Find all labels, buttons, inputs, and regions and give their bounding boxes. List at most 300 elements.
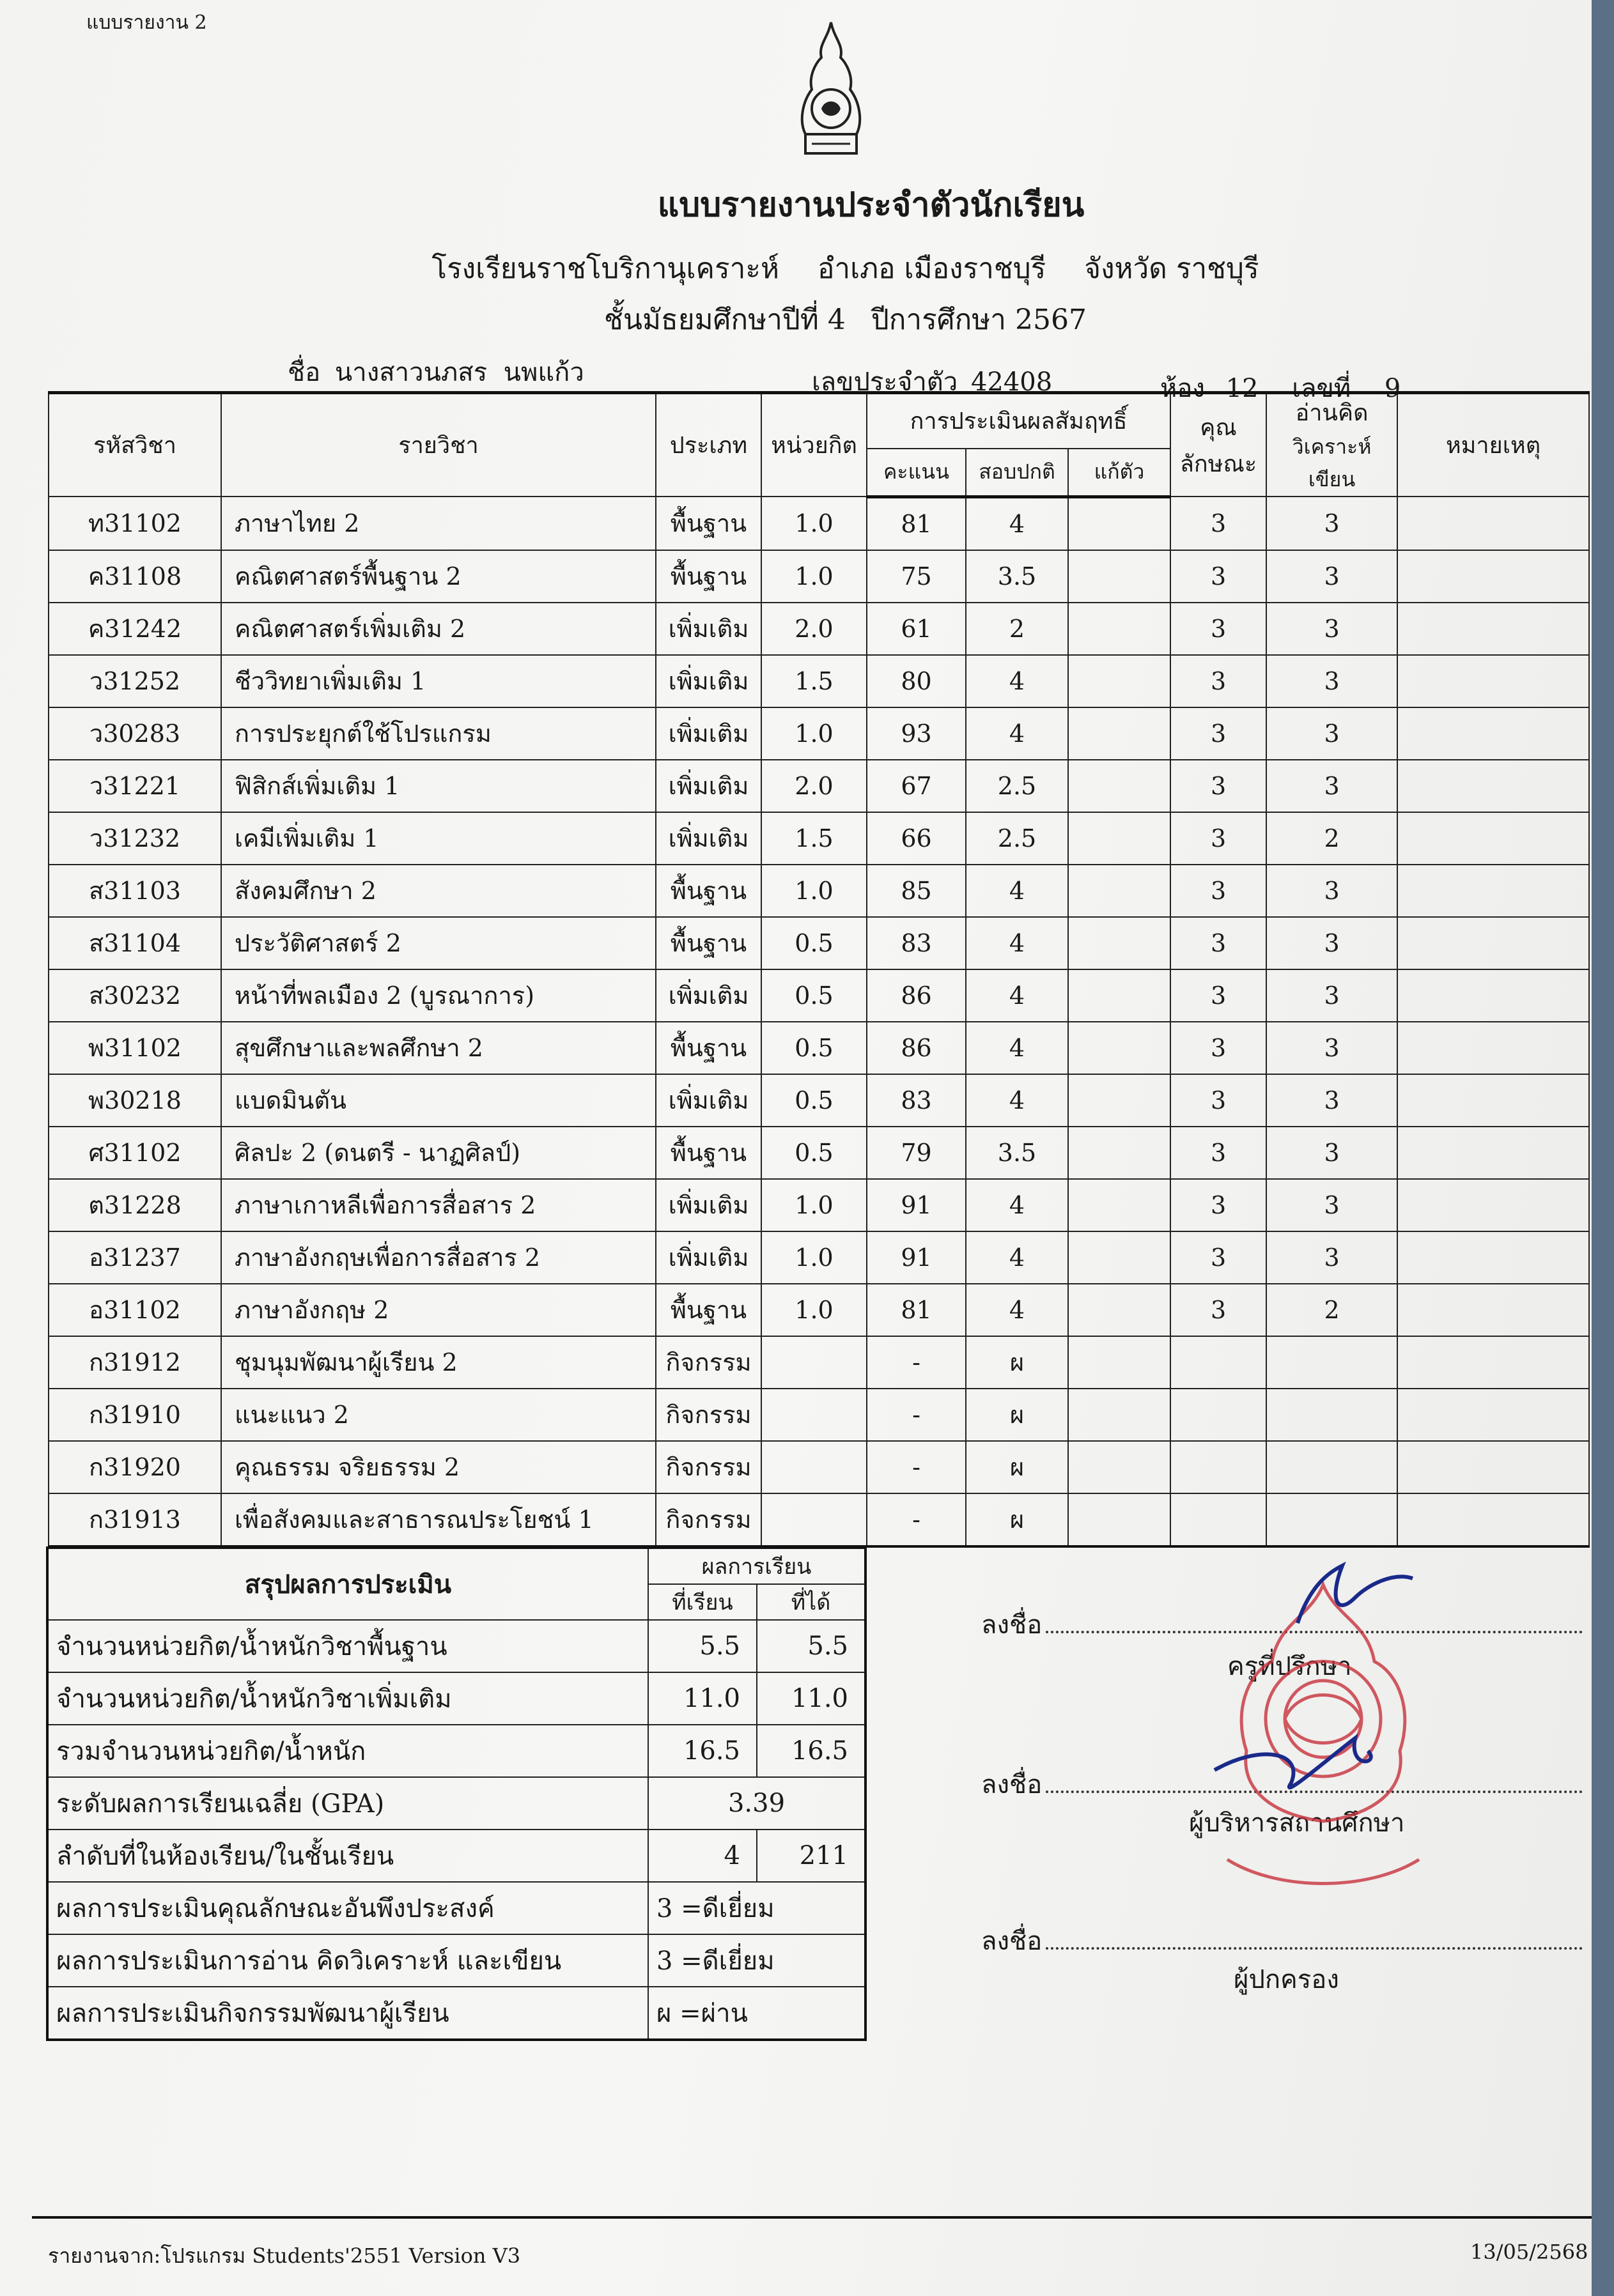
row-reading: 3 [1266,1179,1397,1231]
row-subject: ชุมนุมพัฒนาผู้เรียน 2 [221,1336,656,1389]
table-row [49,1127,1589,1179]
row-reading: 3 [1266,1231,1397,1284]
total-label: รวมจำนวนหน่วยกิต/น้ำหนัก [47,1725,648,1777]
table-row [49,1179,1589,1231]
table-row [49,497,1589,550]
table-row [49,760,1589,812]
row-score: 81 [867,497,966,550]
row-credit: 2.0 [761,760,867,812]
row-reading: 3 [1266,497,1397,550]
row-reading [1266,1336,1397,1389]
row-code: ก31920 [49,1441,221,1493]
character-value: 3 =ดีเยี่ยม [648,1882,865,1934]
school-line [38,246,1614,291]
row-code: ส31104 [49,917,221,969]
row-score: - [867,1493,966,1546]
row-credit: 0.5 [761,1074,867,1127]
row-character [1170,1493,1266,1546]
summary-result-header: ผลการเรียน [648,1548,865,1584]
row-retake [1068,760,1170,812]
row-remark [1397,812,1589,865]
class-line [38,297,1614,342]
row-normal: 3.5 [966,550,1068,603]
row-type: พื้นฐาน [656,1022,761,1074]
table-row [49,1441,1589,1493]
parent-dotted-line [1046,1947,1583,1950]
footer-date: 13/05/2568 [1470,2240,1588,2264]
row-remark [1397,1022,1589,1074]
row-reading: 3 [1266,760,1397,812]
row-normal: ผ [966,1441,1068,1493]
row-score: 66 [867,812,966,865]
summary-title: สรุปผลการประเมิน [47,1548,648,1620]
row-retake [1068,812,1170,865]
row-subject: ประวัติศาสตร์ 2 [221,917,656,969]
row-reading: 3 [1266,1022,1397,1074]
form-code: แบบรายงาน 2 [86,12,207,34]
row-normal: 3.5 [966,1127,1068,1179]
row-reading [1266,1493,1397,1546]
academic-year: ปีการศึกษา 2567 [871,304,1087,336]
row-remark [1397,917,1589,969]
row-score: 67 [867,760,966,812]
row-type: เพิ่มเติม [656,969,761,1022]
parent-role: ผู้ปกครอง [1234,1965,1339,1994]
id-label: เลขประจำตัว [812,367,958,397]
room-label: ห้อง [1160,374,1205,403]
row-character: 3 [1170,865,1266,917]
row-code: ก31910 [49,1389,221,1441]
row-remark [1397,760,1589,812]
row-retake [1068,1231,1170,1284]
row-type: เพิ่มเติม [656,1231,761,1284]
report-title: แบบรายงานประจำตัวนักเรียน [657,185,1085,224]
header-row-1 [49,393,1589,449]
header-reading-2: วิเคราะห์เขียน [1292,435,1372,491]
row-character: 3 [1170,760,1266,812]
row-code: ก31913 [49,1493,221,1546]
table-row [49,707,1589,760]
row-character: 3 [1170,1074,1266,1127]
row-character: 3 [1170,1022,1266,1074]
row-reading: 3 [1266,969,1397,1022]
row-credit: 1.0 [761,865,867,917]
number: 9 [1384,374,1401,403]
row-score: - [867,1389,966,1441]
row-code: ว31221 [49,760,221,812]
row-score: 83 [867,1074,966,1127]
row-character [1170,1441,1266,1493]
extra-label: จำนวนหน่วยกิต/น้ำหนักวิชาเพิ่มเติม [47,1672,648,1725]
summary-rank-row [47,1830,865,1882]
parent-signature-line [981,1920,1583,1961]
row-code: ส31103 [49,865,221,917]
row-character: 3 [1170,550,1266,603]
row-remark [1397,1179,1589,1231]
row-normal: 4 [966,497,1068,550]
row-reading: 3 [1266,917,1397,969]
rank-label: ลำดับที่ในห้องเรียน/ในชั้นเรียน [47,1830,648,1882]
row-normal: 4 [966,707,1068,760]
table-row [49,1284,1589,1336]
row-code: ท31102 [49,497,221,550]
school-emblem-icon [789,19,873,160]
row-reading [1266,1441,1397,1493]
row-retake [1068,1441,1170,1493]
total-earned: 16.5 [757,1725,865,1777]
name-label: ชื่อ [288,358,321,387]
rank-room: 4 [648,1830,757,1882]
row-score: 91 [867,1179,966,1231]
row-retake [1068,497,1170,550]
row-retake [1068,1336,1170,1389]
row-retake [1068,655,1170,707]
row-code: ค31242 [49,603,221,655]
reading-label: ผลการประเมินการอ่าน คิดวิเคราะห์ และเขียน [47,1934,648,1987]
table-row [49,969,1589,1022]
row-retake [1068,1074,1170,1127]
table-row [49,865,1589,917]
row-normal: 4 [966,917,1068,969]
row-type: เพิ่มเติม [656,1179,761,1231]
row-subject: แนะแนว 2 [221,1389,656,1441]
row-remark [1397,550,1589,603]
row-subject: คุณธรรม จริยธรรม 2 [221,1441,656,1493]
summary-character-row [47,1882,865,1934]
table-row [49,550,1589,603]
school-name: โรงเรียนราชโบริกานุเคราะห์ [431,252,779,285]
row-credit [761,1493,867,1546]
summary-basic-row [47,1620,865,1672]
basic-label: จำนวนหน่วยกิต/น้ำหนักวิชาพื้นฐาน [47,1620,648,1672]
row-normal: 4 [966,865,1068,917]
row-remark [1397,1284,1589,1336]
table-row [49,1074,1589,1127]
row-character: 3 [1170,497,1266,550]
header-character-1: คุณ [1200,414,1237,441]
header-credit: หน่วยกิต [761,393,867,497]
row-retake [1068,1127,1170,1179]
row-retake [1068,603,1170,655]
room: 12 [1225,374,1259,403]
summary-earned-header: ที่ได้ [757,1584,865,1620]
summary-reading-row [47,1934,865,1987]
row-credit [761,1336,867,1389]
row-type: พื้นฐาน [656,917,761,969]
row-type: พื้นฐาน [656,1127,761,1179]
row-normal: ผ [966,1336,1068,1389]
row-credit: 1.0 [761,1231,867,1284]
row-score: 91 [867,1231,966,1284]
row-code: ว30283 [49,707,221,760]
row-credit: 1.0 [761,497,867,550]
summary-gpa-row [47,1777,865,1830]
row-normal: 4 [966,1231,1068,1284]
table-row [49,812,1589,865]
row-retake [1068,865,1170,917]
row-character: 3 [1170,1284,1266,1336]
row-retake [1068,1389,1170,1441]
row-type: พื้นฐาน [656,865,761,917]
row-type: กิจกรรม [656,1336,761,1389]
row-type: กิจกรรม [656,1389,761,1441]
director-role: ผู้บริหารสถานศึกษา [1189,1808,1405,1838]
summary-total-row [47,1725,865,1777]
row-code: ค31108 [49,550,221,603]
row-remark [1397,497,1589,550]
row-subject: สังคมศึกษา 2 [221,865,656,917]
row-score: 83 [867,917,966,969]
row-reading: 3 [1266,865,1397,917]
row-remark [1397,1389,1589,1441]
header-character-2: ลักษณะ [1179,451,1257,477]
table-row [49,1231,1589,1284]
reading-value: 3 =ดีเยี่ยม [648,1934,865,1987]
row-character: 3 [1170,603,1266,655]
row-subject: แบดมินตัน [221,1074,656,1127]
row-type: พื้นฐาน [656,497,761,550]
row-retake [1068,707,1170,760]
row-subject: ชีววิทยาเพิ่มเติม 1 [221,655,656,707]
row-normal: 4 [966,655,1068,707]
table-row [49,1493,1589,1546]
row-subject: ภาษาไทย 2 [221,497,656,550]
row-type: พื้นฐาน [656,1284,761,1336]
footer-source: รายงานจาก:โปรแกรม Students'2551 Version V3 [48,2244,521,2268]
row-credit: 1.0 [761,1179,867,1231]
row-character: 3 [1170,1179,1266,1231]
header-retake: แก้ตัว [1068,449,1170,497]
row-remark [1397,707,1589,760]
row-retake [1068,1493,1170,1546]
header-score: คะแนน [867,449,966,497]
row-code: ก31912 [49,1336,221,1389]
row-character: 3 [1170,917,1266,969]
extra-earned: 11.0 [757,1672,865,1725]
row-remark [1397,655,1589,707]
table-row [49,1022,1589,1074]
row-score: 86 [867,969,966,1022]
basic-studied: 5.5 [648,1620,757,1672]
row-credit: 1.0 [761,1284,867,1336]
district: อำเภอ เมืองราชบุรี [817,252,1046,285]
table-row [49,603,1589,655]
row-score: - [867,1441,966,1493]
row-remark [1397,1074,1589,1127]
row-retake [1068,1284,1170,1336]
header-subject: รายวิชา [221,393,656,497]
row-code: ศ31102 [49,1127,221,1179]
row-remark [1397,969,1589,1022]
row-reading: 2 [1266,1284,1397,1336]
row-remark [1397,1441,1589,1493]
province: จังหวัด ราชบุรี [1084,252,1259,285]
row-type: กิจกรรม [656,1493,761,1546]
header-remark: หมายเหตุ [1397,393,1589,497]
row-code: ว31232 [49,812,221,865]
row-credit: 0.5 [761,1022,867,1074]
activity-label: ผลการประเมินกิจกรรมพัฒนาผู้เรียน [47,1987,648,2040]
row-subject: การประยุกต์ใช้โปรแกรม [221,707,656,760]
row-subject: เคมีเพิ่มเติม 1 [221,812,656,865]
row-type: กิจกรรม [656,1441,761,1493]
row-code: ต31228 [49,1179,221,1231]
student-name-line [288,351,584,392]
row-normal: 2 [966,603,1068,655]
row-score: 81 [867,1284,966,1336]
row-code: พ30218 [49,1074,221,1127]
gpa-label: ระดับผลการเรียนเฉลี่ย (GPA) [47,1777,648,1830]
row-type: พื้นฐาน [656,550,761,603]
row-subject: เพื่อสังคมและสาธารณประโยชน์ 1 [221,1493,656,1546]
row-character [1170,1389,1266,1441]
row-retake [1068,969,1170,1022]
row-code: อ31102 [49,1284,221,1336]
summary-activity-row [47,1987,865,2040]
row-credit: 0.5 [761,917,867,969]
row-type: เพิ่มเติม [656,812,761,865]
row-score: 86 [867,1022,966,1074]
grade-rows [49,497,1589,1546]
row-credit [761,1441,867,1493]
row-character [1170,1336,1266,1389]
summary-studied-header: ที่เรียน [648,1584,757,1620]
extra-studied: 11.0 [648,1672,757,1725]
row-score: 79 [867,1127,966,1179]
director-sign-label: ลงชื่อ [981,1770,1043,1799]
row-remark [1397,865,1589,917]
student-id: 42408 [970,367,1053,397]
character-label: ผลการประเมินคุณลักษณะอันพึงประสงค์ [47,1882,648,1934]
row-remark [1397,603,1589,655]
student-name: นางสาวนภสร นพแก้ว [334,358,584,387]
row-reading [1266,1389,1397,1441]
row-remark [1397,1336,1589,1389]
row-normal: ผ [966,1493,1068,1546]
row-subject: ศิลปะ 2 (ดนตรี - นาฏศิลป์) [221,1127,656,1179]
row-subject: คณิตศาสตร์พื้นฐาน 2 [221,550,656,603]
total-studied: 16.5 [648,1725,757,1777]
rank-level: 211 [757,1830,865,1882]
header-character [1170,393,1266,497]
row-remark [1397,1493,1589,1546]
gpa-value: 3.39 [648,1777,865,1830]
row-character: 3 [1170,707,1266,760]
row-subject: ภาษาอังกฤษ 2 [221,1284,656,1336]
row-character: 3 [1170,812,1266,865]
row-type: เพิ่มเติม [656,655,761,707]
row-type: เพิ่มเติม [656,603,761,655]
row-reading: 3 [1266,1127,1397,1179]
table-row [49,1389,1589,1441]
row-normal: 4 [966,1074,1068,1127]
row-character: 3 [1170,655,1266,707]
row-credit: 0.5 [761,969,867,1022]
row-score: 80 [867,655,966,707]
row-normal: 4 [966,1179,1068,1231]
row-credit: 1.5 [761,655,867,707]
summary-header-row [47,1548,865,1584]
header-reading-1: อ่านคิด [1295,400,1369,426]
table-row [49,917,1589,969]
row-credit: 1.0 [761,707,867,760]
row-score: 85 [867,865,966,917]
parent-sign-label: ลงชื่อ [981,1927,1043,1956]
row-character: 3 [1170,1127,1266,1179]
row-credit: 1.0 [761,550,867,603]
row-subject: หน้าที่พลเมือง 2 (บูรณาการ) [221,969,656,1022]
row-type: เพิ่มเติม [656,760,761,812]
row-subject: สุขศึกษาและพลศึกษา 2 [221,1022,656,1074]
row-type: เพิ่มเติม [656,707,761,760]
activity-value: ผ =ผ่าน [648,1987,865,2040]
table-row [49,655,1589,707]
header-type: ประเภท [656,393,761,497]
row-reading: 3 [1266,655,1397,707]
school-stamp-icon [1202,1559,1445,1917]
row-code: อ31237 [49,1231,221,1284]
row-reading: 3 [1266,707,1397,760]
footer-divider [32,2216,1592,2219]
row-subject: ฟิสิกส์เพิ่มเติม 1 [221,760,656,812]
row-remark [1397,1127,1589,1179]
row-credit: 1.5 [761,812,867,865]
row-normal: 4 [966,1284,1068,1336]
header-reading [1266,393,1397,497]
table-row [49,1336,1589,1389]
header-code: รหัสวิชา [49,393,221,497]
row-subject: ภาษาเกาหลีเพื่อการสื่อสาร 2 [221,1179,656,1231]
basic-earned: 5.5 [757,1620,865,1672]
row-code: ว31252 [49,655,221,707]
row-retake [1068,1022,1170,1074]
row-code: ส30232 [49,969,221,1022]
row-score: 93 [867,707,966,760]
row-retake [1068,1179,1170,1231]
row-reading: 2 [1266,812,1397,865]
row-character: 3 [1170,1231,1266,1284]
summary-table [46,1546,867,2041]
row-reading: 3 [1266,1074,1397,1127]
header-normal: สอบปกติ [966,449,1068,497]
grade-level: ชั้นมัธยมศึกษาปีที่ 4 [604,304,846,336]
row-score: 61 [867,603,966,655]
header-achievement: การประเมินผลสัมฤทธิ์ [867,393,1170,449]
row-credit: 0.5 [761,1127,867,1179]
row-retake [1068,917,1170,969]
row-normal: 4 [966,1022,1068,1074]
row-score: 75 [867,550,966,603]
row-normal: ผ [966,1389,1068,1441]
row-reading: 3 [1266,603,1397,655]
row-retake [1068,550,1170,603]
row-normal: 2.5 [966,812,1068,865]
row-normal: 2.5 [966,760,1068,812]
advisor-role: ครูที่ปรึกษา [1227,1652,1352,1681]
row-reading: 3 [1266,550,1397,603]
row-remark [1397,1231,1589,1284]
row-character: 3 [1170,969,1266,1022]
row-code: พ31102 [49,1022,221,1074]
grades-table [48,391,1590,1548]
row-credit [761,1389,867,1441]
row-type: เพิ่มเติม [656,1074,761,1127]
advisor-sign-label: ลงชื่อ [981,1610,1043,1640]
row-normal: 4 [966,969,1068,1022]
row-credit: 2.0 [761,603,867,655]
row-subject: ภาษาอังกฤษเพื่อการสื่อสาร 2 [221,1231,656,1284]
summary-extra-row [47,1672,865,1725]
